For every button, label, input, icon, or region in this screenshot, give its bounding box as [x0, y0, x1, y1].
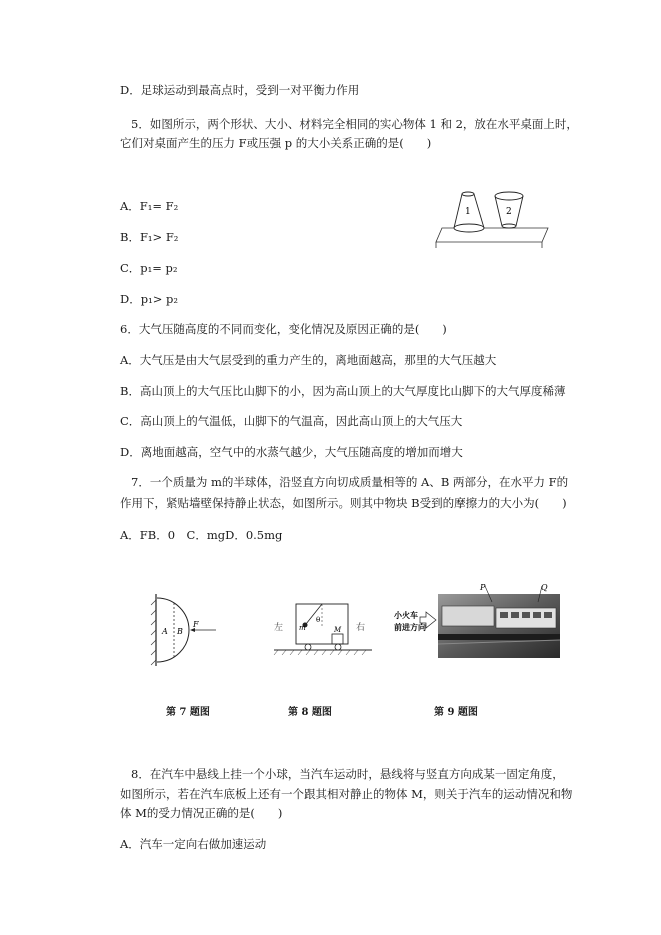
caption-figure-7: 第 7 题图	[166, 707, 210, 718]
option-a-q5: A．F₁= F₂	[120, 199, 179, 213]
option-b-q6: B．高山顶上的大气压比山脚下的小，因为高山顶上的大气厚度比山脚下的大气厚度稀薄	[120, 384, 566, 398]
train-car-1	[442, 606, 494, 626]
question-7-figure	[150, 590, 220, 670]
direction-text-2: 前进方向	[394, 622, 426, 632]
label-m: m	[299, 624, 306, 632]
caption-figure-8: 第 8 题图	[288, 707, 332, 718]
label-f: F	[193, 620, 199, 629]
question-5-text-cont: 它们对桌面产生的压力 F或压强 p 的大小关系正确的是( )	[120, 136, 432, 150]
option-a-q6: A．大气压是由大气层受到的重力产生的，离地面越高，那里的大气压越大	[120, 353, 497, 367]
label-b: B	[177, 627, 183, 636]
option-d-q6: D．离地面越高，空气中的水蒸气越少，大气压随高度的增加而增大	[120, 445, 463, 459]
option-c-q6: C．高山顶上的气温低，山脚下的气温高，因此高山顶上的大气压大	[120, 414, 463, 428]
option-d-q5: D．p₁> p₂	[120, 292, 178, 306]
label-right: 右	[356, 623, 366, 633]
block-m	[332, 634, 343, 644]
label-theta: θ	[316, 616, 321, 624]
label-a: A	[162, 627, 168, 636]
table-surface	[436, 228, 548, 242]
label-left: 左	[274, 623, 284, 633]
question-6-text: 6．大气压随高度的不同而变化，变化情况及原因正确的是( )	[120, 322, 447, 336]
direction-text-1: 小火车	[394, 610, 418, 620]
question-8-text: 8．在汽车中悬线上挂一个小球，当汽车运动时，悬线将与竖直方向成某一固定角度，	[131, 767, 564, 781]
question-9-figure	[390, 582, 562, 660]
options-q7: A．FB．0 C．mgD．0.5mg	[120, 528, 283, 542]
cone-1-label: 1	[465, 207, 471, 217]
question-7-text: 7．一个质量为 m的半球体，沿竖直方向切成质量相等的 A、B 两部分，在水平力 F的	[131, 475, 569, 489]
label-big-m: M	[334, 626, 342, 634]
question-8-text-cont: 如图所示，若在汽车底板上还有一个跟其相对静止的物体 M，则关于汽车的运动情况和物	[120, 787, 573, 801]
question-7-text-cont: 作用下，紧贴墙壁保持静止状态，如图所示。则其中物块 B受到的摩擦力的大小为( )	[120, 496, 567, 510]
option-b-q5: B．F₁> F₂	[120, 230, 179, 244]
label-q: Q	[541, 583, 548, 592]
question-5-text: 5．如图所示，两个形状、大小、材料完全相同的实心物体 1 和 2，放在水平桌面上时，	[131, 117, 578, 131]
option-d-q4: D．足球运动到最高点时，受到一对平衡力作用	[120, 83, 360, 97]
option-a-q8: A．汽车一定向右做加速运动	[120, 837, 267, 851]
question-8-text-cont2: 体 M的受力情况正确的是( )	[120, 806, 283, 820]
option-c-q5: C．p₁= p₂	[120, 261, 178, 275]
label-p: P	[480, 583, 486, 592]
cone-2-label: 2	[506, 207, 512, 217]
question-5-figure	[432, 188, 552, 250]
question-8-figure	[268, 600, 376, 660]
caption-figure-9: 第 9 题图	[434, 707, 478, 718]
